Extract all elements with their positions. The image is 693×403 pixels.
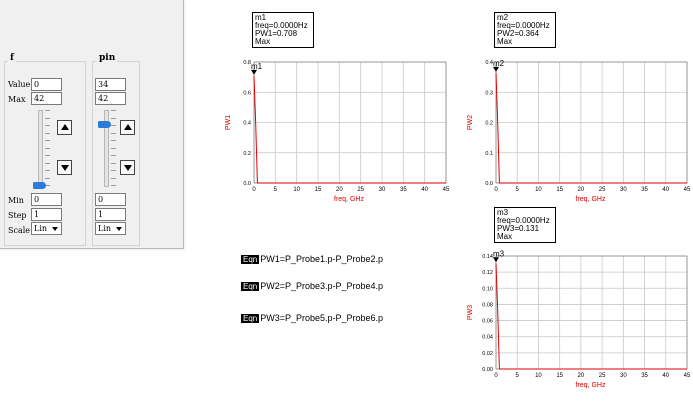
slider-tick <box>111 118 116 119</box>
x-tick-label: 20 <box>577 187 585 193</box>
y-tick-label: 0.3 <box>485 90 493 97</box>
pin-spin-down-button[interactable] <box>120 160 135 175</box>
slider-tick <box>111 178 116 179</box>
chevron-down-icon <box>52 227 58 231</box>
y-tick-label: 0.4 <box>485 60 493 66</box>
pin-scale-value: Lin <box>98 224 112 233</box>
slider-tick <box>111 170 116 171</box>
y-tick-label: 0.2 <box>485 120 493 127</box>
pin-slider-thumb[interactable] <box>98 121 111 128</box>
slider-tick <box>111 110 116 111</box>
slider-tick <box>111 133 116 134</box>
y-tick-label: 0.10 <box>482 286 493 293</box>
y-tick-label: 0.02 <box>482 350 493 357</box>
y-tick-label: 0.0 <box>485 181 493 187</box>
x-tick-label: 40 <box>662 373 670 379</box>
marker-value: PW1=0.708 <box>255 29 298 38</box>
equation-text: PW1=P_Probe1.p-P_Probe2.p <box>260 254 384 264</box>
f-value-field[interactable]: 0 <box>31 78 62 91</box>
eqn-tag: Eqn <box>243 282 258 291</box>
marker-readout-m3[interactable] <box>494 207 556 243</box>
tuning-panel <box>0 0 184 249</box>
x-tick-label: 25 <box>598 373 606 379</box>
y-tick-label: 0.12 <box>482 270 493 277</box>
y-tick-label: 0.6 <box>243 90 251 97</box>
y-tick-label: 0.2 <box>243 150 251 157</box>
y-tick-label: 0.06 <box>482 318 493 325</box>
slider-tick <box>45 110 50 111</box>
slider-tick <box>111 155 116 156</box>
x-tick-label: 25 <box>598 187 606 193</box>
pin-min-field[interactable]: 0 <box>95 193 126 206</box>
x-axis-label: freq, GHz <box>575 382 606 389</box>
pin-max-field[interactable]: 42 <box>95 92 126 105</box>
x-tick-label: 15 <box>556 373 564 379</box>
f-max-field[interactable]: 42 <box>31 92 62 105</box>
marker-mode: Max <box>497 37 513 46</box>
y-tick-label: 0.00 <box>482 367 493 373</box>
marker-freq: freq=0.0000Hz <box>255 21 308 30</box>
y-tick-label: 0.14 <box>482 254 493 260</box>
x-tick-label: 25 <box>357 187 365 193</box>
slider-tick <box>111 140 116 141</box>
slider-tick <box>45 148 50 149</box>
chart-svg <box>467 250 691 402</box>
x-tick-label: 5 <box>515 187 519 193</box>
x-tick-label: 45 <box>442 187 450 193</box>
x-tick-label: 5 <box>515 373 519 379</box>
x-tick-label: 15 <box>314 187 322 193</box>
marker-name: m2 <box>497 13 509 22</box>
equation-pw3[interactable] <box>241 313 383 323</box>
pin-scale-select[interactable] <box>95 222 126 235</box>
y-axis-label: PW2 <box>467 114 475 130</box>
x-tick-label: 35 <box>641 187 648 193</box>
y-tick-label: 0.1 <box>485 150 493 157</box>
x-tick-label: 20 <box>577 373 585 379</box>
eqn-tag: Eqn <box>243 314 258 323</box>
f-spin-up-button[interactable] <box>57 120 72 135</box>
f-step-field[interactable]: 1 <box>31 208 62 221</box>
equation-pw1[interactable] <box>241 254 383 264</box>
marker-readout-m1[interactable] <box>252 12 314 48</box>
marker-freq: freq=0.0000Hz <box>497 216 550 225</box>
group-title-pin: pin <box>99 53 116 63</box>
x-tick-label: 45 <box>683 373 691 379</box>
x-axis-label: freq, GHz <box>575 196 606 203</box>
group-title-f: f <box>10 53 14 63</box>
x-tick-label: 40 <box>421 187 429 193</box>
marker-name: m3 <box>497 208 509 217</box>
marker-label: m1 <box>251 61 263 71</box>
x-tick-label: 30 <box>378 187 386 193</box>
x-axis-label: freq, GHz <box>334 196 364 203</box>
x-tick-label: 35 <box>641 373 648 379</box>
f-scale-select[interactable] <box>31 222 62 235</box>
x-tick-label: 15 <box>556 187 564 193</box>
slider-tick <box>111 148 116 149</box>
x-tick-label: 45 <box>683 187 691 193</box>
x-tick-label: 10 <box>535 187 542 193</box>
f-scale-value: Lin <box>34 224 48 233</box>
x-tick-label: 0 <box>252 187 256 193</box>
x-tick-label: 30 <box>619 187 627 193</box>
marker-label: m3 <box>493 249 505 259</box>
plot-frame <box>496 256 687 369</box>
slider-tick <box>45 133 50 134</box>
y-tick-label: 0.08 <box>482 302 493 309</box>
eqn-tag: Eqn <box>243 255 258 264</box>
pin-spin-up-button[interactable] <box>120 120 135 135</box>
slider-tick <box>111 163 116 164</box>
value-label: Value <box>8 80 31 89</box>
y-tick-label: 0.04 <box>482 334 493 341</box>
trace-line <box>496 73 687 183</box>
plot-pw1[interactable] <box>225 56 450 216</box>
scale-label: Scale <box>8 226 31 235</box>
slider-tick <box>45 118 50 119</box>
f-min-field[interactable]: 0 <box>31 193 62 206</box>
x-tick-label: 5 <box>273 187 278 193</box>
x-tick-label: 10 <box>293 187 301 193</box>
slider-tick <box>45 163 50 164</box>
chart-svg <box>467 56 691 216</box>
marker-label: m2 <box>493 58 505 68</box>
y-tick-label: 0.8 <box>243 60 251 66</box>
chart-svg <box>225 56 450 216</box>
marker-readout-m2[interactable] <box>494 12 556 48</box>
marker-value: PW3=0.131 <box>497 224 540 233</box>
x-tick-label: 0 <box>494 373 498 379</box>
marker-value: PW2=0.364 <box>497 29 540 38</box>
step-label: Step <box>8 211 27 220</box>
y-tick-label: 0.0 <box>243 181 251 187</box>
pin-step-field[interactable]: 1 <box>95 208 126 221</box>
x-tick-label: 40 <box>662 187 670 193</box>
x-tick-label: 35 <box>399 187 407 193</box>
x-tick-label: 20 <box>335 187 343 193</box>
f-slider-track <box>38 110 43 187</box>
slider-tick <box>111 125 116 126</box>
slider-tick <box>111 185 116 186</box>
equation-pw2[interactable] <box>241 281 383 291</box>
marker-name: m1 <box>255 13 267 22</box>
marker-mode: Max <box>497 232 513 241</box>
marker-freq: freq=0.0000Hz <box>497 21 550 30</box>
equation-text: PW2=P_Probe3.p-P_Probe4.p <box>260 281 384 291</box>
x-tick-label: 10 <box>535 373 542 379</box>
slider-tick <box>45 140 50 141</box>
slider-tick <box>45 155 50 156</box>
slider-tick <box>45 125 50 126</box>
f-slider-thumb[interactable] <box>33 182 46 189</box>
pin-value-field[interactable]: 34 <box>95 78 126 91</box>
min-label: Min <box>8 196 24 205</box>
equation-text: PW3=P_Probe5.p-P_Probe6.p <box>260 313 384 323</box>
chevron-down-icon <box>116 227 122 231</box>
x-tick-label: 0 <box>494 187 498 193</box>
plot-pw2[interactable] <box>467 56 691 216</box>
max-label: Max <box>8 95 26 104</box>
marker-mode: Max <box>255 37 271 46</box>
y-axis-label: PW3 <box>467 304 475 320</box>
f-spin-down-button[interactable] <box>57 160 72 175</box>
slider-tick <box>45 170 50 171</box>
y-axis-label: PW1 <box>225 114 233 130</box>
x-tick-label: 30 <box>619 373 627 379</box>
plot-pw3[interactable] <box>467 250 691 402</box>
y-tick-label: 0.4 <box>243 120 251 127</box>
slider-tick <box>45 178 50 179</box>
